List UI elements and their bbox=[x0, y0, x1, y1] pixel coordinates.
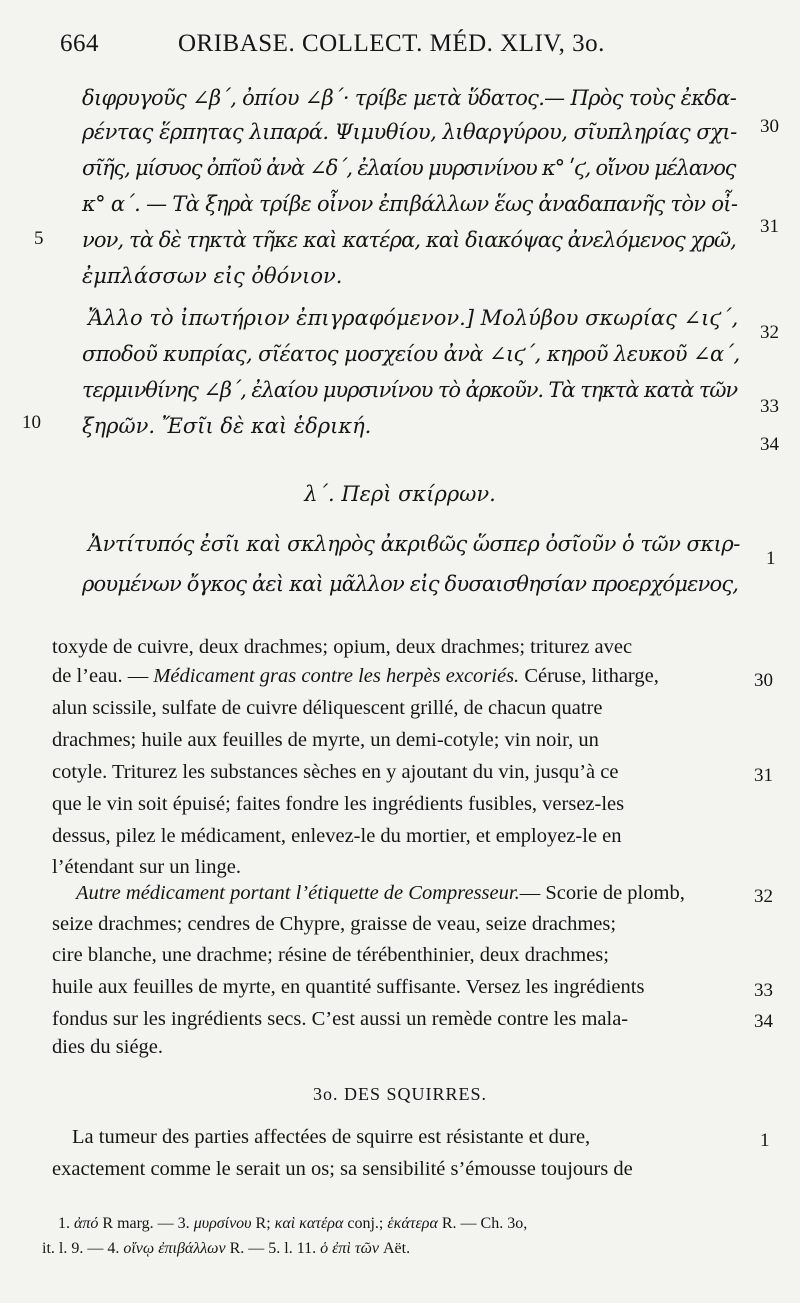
text-run: cotyle. Triturez les substances sèches en y ajoutant du vin, jusqu’à ce bbox=[52, 761, 619, 783]
french-line bbox=[52, 856, 241, 879]
footnote-line bbox=[58, 1215, 527, 1233]
french-line bbox=[52, 761, 618, 784]
margin-number: 1 bbox=[760, 1130, 770, 1151]
french-line bbox=[52, 913, 616, 936]
greek-chapter-heading: λ΄. Περὶ σκίρρων. bbox=[304, 482, 496, 506]
text-run: huile aux feuilles de myrte, en quantité suffisante. Versez les ingrédients bbox=[52, 976, 645, 998]
text-run: Céruse, litharge, bbox=[519, 665, 659, 687]
french-line bbox=[52, 976, 644, 999]
margin-number: 32 bbox=[754, 886, 773, 907]
french-chapter-heading: 3o. DES SQUIRRES. bbox=[312, 1084, 488, 1104]
french-line bbox=[52, 825, 622, 848]
greek-line: ρουμένων ὄγκος ἀεὶ καὶ μᾶλλον εἰς δυσαισθησίαν προερχόμενος, bbox=[82, 572, 739, 596]
greek-line: σῖῆς, μίσυος ὀπῖοῦ ἀνὰ ∠δ΄, ἐλαίου μυρσινίνου κ° ʹϛ, οἴνου μέλανος bbox=[82, 156, 736, 180]
margin-number: 33 bbox=[754, 980, 773, 1001]
french-line bbox=[52, 729, 599, 752]
margin-number: 34 bbox=[754, 1011, 773, 1032]
margin-number: 1 bbox=[766, 548, 776, 569]
greek-line: ἐμπλάσσων εἰς ὀθόνιον. bbox=[82, 264, 343, 288]
text-run: de l’eau. — bbox=[52, 665, 154, 687]
italic-run: οἴνῳ ἐπιβάλλων bbox=[123, 1240, 226, 1257]
greek-line: ξηρῶν. Ἔσῖι δὲ καὶ ἑδρική. bbox=[82, 414, 372, 438]
text-run: alun scissile, sulfate de cuivre déliquescent grillé, de chacun quatre bbox=[52, 697, 603, 719]
text-run: Aët. bbox=[379, 1240, 411, 1257]
margin-number: 32 bbox=[760, 322, 779, 343]
line-number: 5 bbox=[34, 228, 44, 249]
french-line: exactement comme le serait un os; sa sensibilité s’émousse toujours de bbox=[52, 1158, 633, 1180]
text-run: — Scorie de plomb, bbox=[519, 882, 685, 904]
greek-line: σποδοῦ κυπρίας, σῖέατος μοσχείου ἀνὰ ∠ιϛ΄, κηροῦ λευκοῦ ∠α΄, bbox=[82, 342, 740, 366]
margin-number: 30 bbox=[760, 116, 779, 137]
greek-line: Ἄλλο τὸ ἰπωτήριον ἐπιγραφόμενον.] Μολύβου σκωρίας ∠ιϛ΄, bbox=[88, 306, 739, 330]
greek-line: νον, τὰ δὲ τηκτὰ τῆκε καὶ κατέρα, καὶ διακόψας ἀνελόμενος χρῶ, bbox=[82, 228, 736, 252]
italic-run: μυρσίνου bbox=[193, 1215, 252, 1232]
text-run: R; bbox=[251, 1215, 275, 1232]
french-line bbox=[76, 882, 685, 905]
margin-number: 30 bbox=[754, 670, 773, 691]
greek-line: τερμινθίνης ∠β΄, ἐλαίου μυρσινίνου τὸ ἀρκοῦν. Τὰ τηκτὰ κατὰ τῶν bbox=[82, 378, 738, 402]
footnote-line bbox=[42, 1240, 410, 1258]
italic-run: Médicament gras contre les herpès excoriés. bbox=[153, 665, 520, 687]
text-run: dessus, pilez le médicament, enlevez-le du mortier, et employez-le en bbox=[52, 825, 622, 847]
margin-number: 31 bbox=[754, 765, 773, 786]
italic-run: Autre médicament portant l’étiquette de Compresseur. bbox=[76, 882, 520, 904]
margin-number: 31 bbox=[760, 216, 779, 237]
italic-run: ἑκάτερα bbox=[387, 1215, 438, 1232]
text-run: it. l. 9. — 4. bbox=[42, 1240, 124, 1257]
italic-run: καὶ κατέρα bbox=[274, 1215, 344, 1232]
text-run: R marg. — 3. bbox=[98, 1215, 194, 1232]
italic-run: ὁ ἐπὶ τῶν bbox=[320, 1240, 379, 1257]
french-line bbox=[52, 665, 659, 688]
text-run: R. — 5. l. 11. bbox=[225, 1240, 321, 1257]
margin-number: 34 bbox=[760, 434, 779, 455]
line-number: 10 bbox=[22, 412, 41, 433]
french-line bbox=[52, 1036, 163, 1059]
greek-line: Ἀντίτυπός ἐσῖι καὶ σκληρὸς ἀκριϐῶς ὥσπερ ὀσῖοῦν ὁ τῶν σκιρ- bbox=[88, 532, 740, 556]
text-run: fondus sur les ingrédients secs. C’est aussi un remède contre les mala- bbox=[52, 1008, 629, 1030]
french-line: La tumeur des parties affectées de squirre est résistante et dure, bbox=[72, 1126, 591, 1148]
text-run: R. — Ch. 3o, bbox=[437, 1215, 528, 1232]
running-title: ORIBASE. COLLECT. MÉD. XLIV, 3o. bbox=[178, 30, 605, 57]
text-run: dies du siége. bbox=[52, 1036, 164, 1058]
text-run: que le vin soit épuisé; faites fondre les ingrédients fusibles, versez-les bbox=[52, 793, 625, 815]
page-number: 664 bbox=[60, 30, 99, 57]
text-run: 1. bbox=[58, 1215, 74, 1232]
french-line bbox=[52, 1008, 628, 1031]
text-run: cire blanche, une drachme; résine de térébenthinier, deux drachmes; bbox=[52, 944, 609, 966]
text-run: toxyde de cuivre, deux drachmes; opium, deux drachmes; triturez avec bbox=[52, 636, 633, 658]
text-run: seize drachmes; cendres de Chypre, graisse de veau, seize drachmes; bbox=[52, 913, 617, 935]
text-run: l’étendant sur un linge. bbox=[52, 856, 242, 878]
italic-run: ἀπό bbox=[74, 1215, 99, 1232]
text-run: conj.; bbox=[343, 1215, 388, 1232]
french-line bbox=[52, 697, 602, 720]
french-line bbox=[52, 793, 624, 816]
greek-line: ρέντας ἕρπητας λιπαρά. Ψιμυθίου, λιθαργύρου, σῖυπληρίας σχι- bbox=[82, 120, 737, 144]
french-line bbox=[52, 636, 632, 659]
french-line bbox=[52, 944, 609, 967]
text-run: drachmes; huile aux feuilles de myrte, un demi-cotyle; vin noir, un bbox=[52, 729, 599, 751]
greek-line: κ° α΄. — Τὰ ξηρὰ τρίβε οἶνον ἐπιβάλλων ἕως ἀναδαπανῆς τὸν οἶ- bbox=[82, 192, 738, 216]
greek-line: διφρυγοῦς ∠β΄, ὀπίου ∠β΄· τρίβε μετὰ ὕδατος.— Πρὸς τοὺς ἐκδα- bbox=[82, 86, 737, 110]
margin-number: 33 bbox=[760, 396, 779, 417]
